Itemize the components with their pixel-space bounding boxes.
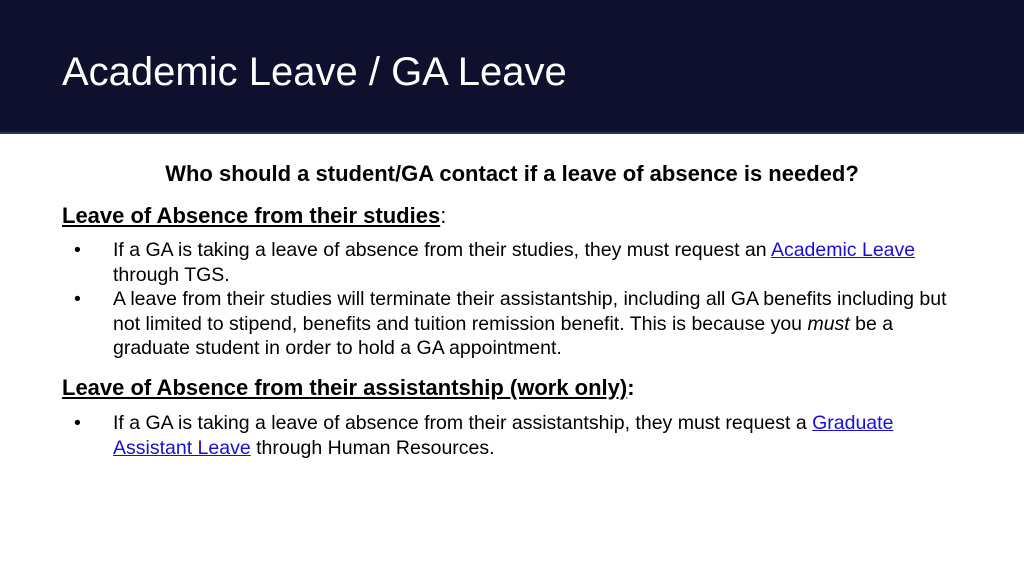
graduate-assistant-leave-link[interactable]: Graduate Assistant Leave (113, 412, 894, 459)
bullet-text: A leave from their studies will terminate their assistantship, including all GA benefits including but not limited to stipend, benefits and tuition remission benefit. This is because you (113, 288, 947, 335)
list-item (62, 238, 962, 287)
bullet-text: be a graduate student in order to hold a GA appointment. (113, 312, 894, 359)
page-title: Academic Leave / GA Leave (62, 50, 567, 94)
section-heading-assistantship (62, 374, 635, 402)
bullet-text: If a GA is taking a leave of absence from their studies, they must request an (113, 239, 771, 261)
bullet-text: If a GA is taking a leave of absence from their assistantship, they must request a (113, 412, 813, 434)
question-heading: Who should a student/GA contact if a leave of absence is needed? (165, 161, 859, 186)
assistantship-bullet-list (62, 411, 962, 460)
section-heading-assistantship-text: Leave of Absence from their assistantship (work only) (62, 375, 628, 400)
academic-leave-link[interactable]: Academic Leave (770, 239, 916, 261)
list-item (62, 411, 962, 460)
emphasis-text: must (807, 312, 850, 335)
studies-bullet-list (62, 238, 962, 361)
bullet-text: through Human Resources. (250, 436, 495, 459)
bullet-icon: • (74, 412, 81, 434)
section-heading-assistantship-colon: : (627, 375, 635, 400)
section-heading-studies-text: Leave of Absence from their studies (62, 203, 441, 228)
bullet-icon: • (74, 239, 81, 261)
section-heading-studies (62, 202, 446, 230)
list-item (62, 287, 962, 361)
bullet-icon: • (74, 288, 81, 310)
title-banner (0, 0, 1024, 134)
section-heading-studies-colon: : (440, 203, 447, 228)
bullet-text: through TGS. (113, 263, 230, 286)
